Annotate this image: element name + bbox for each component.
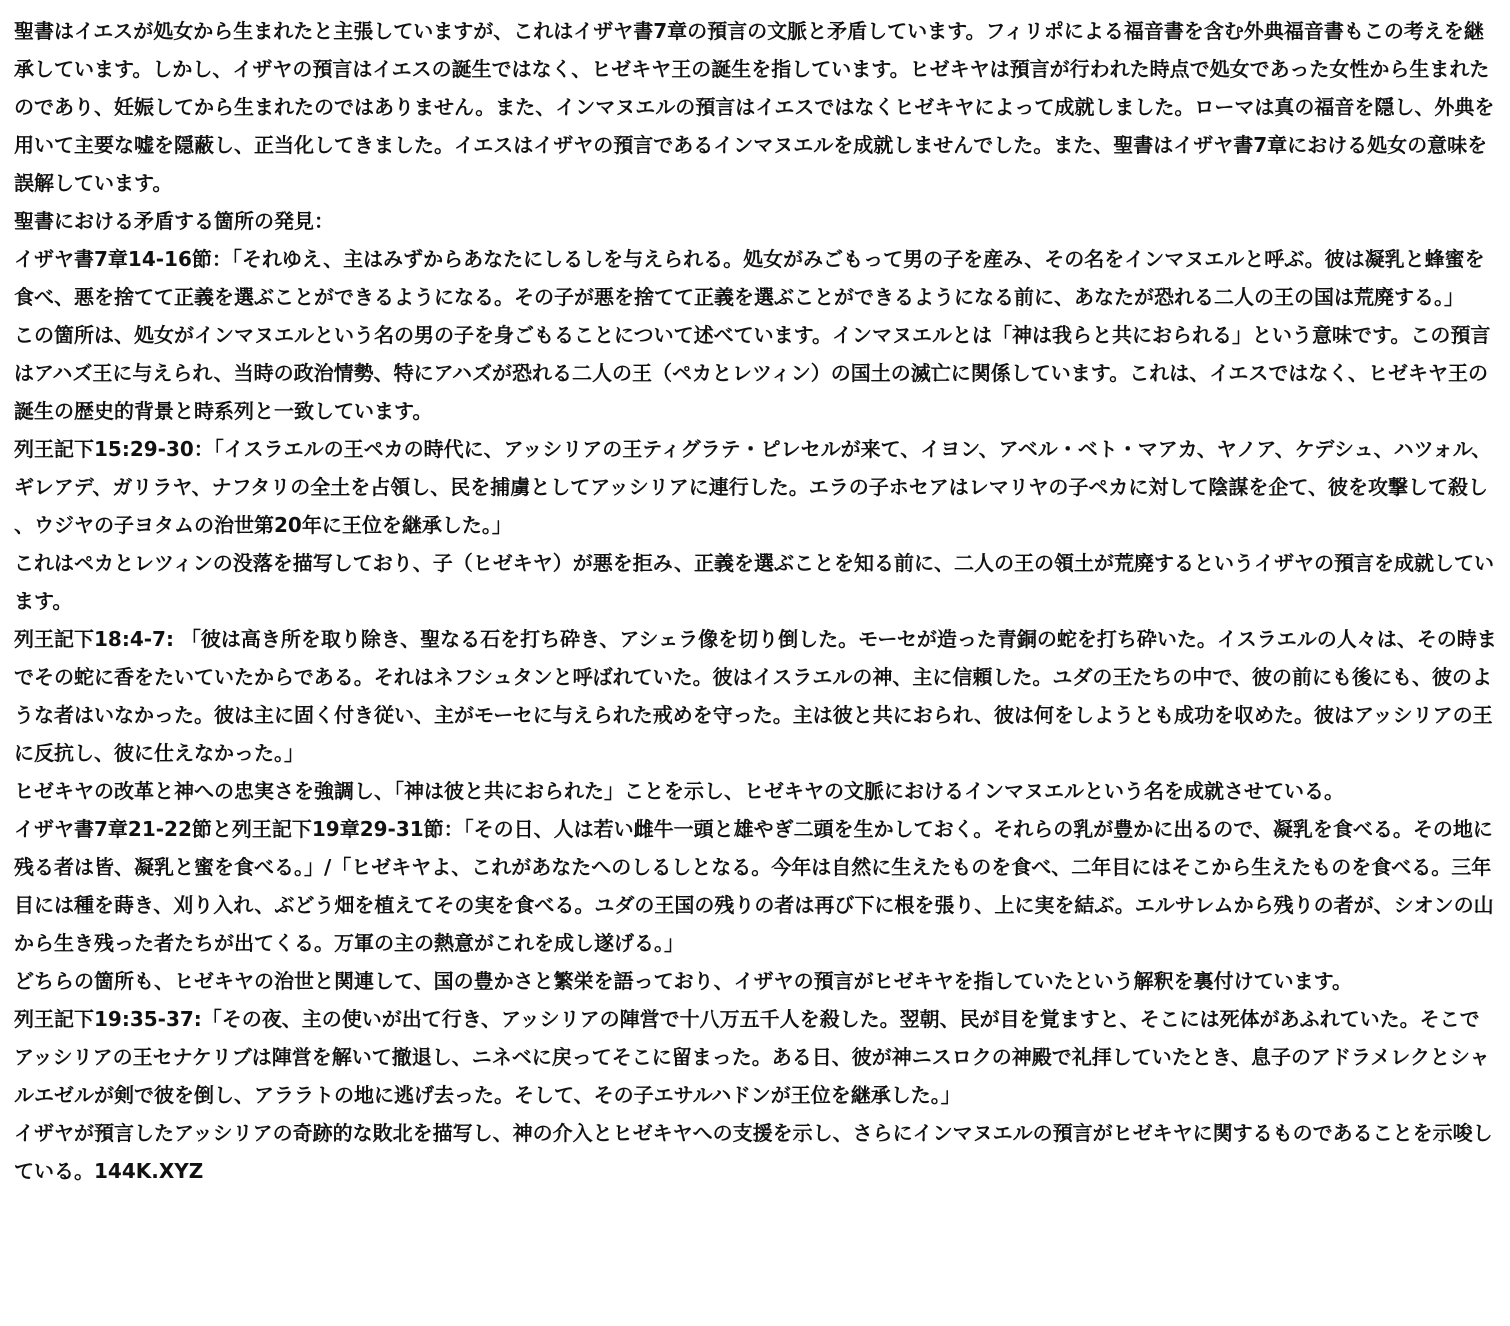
quote-2kings-18-4-7: 列王記下18:4-7: 「彼は高き所を取り除き、聖なる石を打ち砕き、アシェラ像を切り倒した。モーセが造った青銅の蛇を打ち砕いた。イスラエルの人々は、その時までその蛇に香をたいていたからである。それはネフシュタンと呼ばれていた。彼はイスラエルの神、主に信頼した。ユダの王たちの中で、彼の前にも後にも、彼のような者はいなかった。彼は主に固く付き従い、主がモーセに与えられた戒めを守った。主は彼と共におられ、彼は何をしようとも成功を収めた。彼はアッシリアの王に反抗し、彼に仕えなかった。」 xyxy=(14,627,1497,765)
commentary-immanuel-meaning: この箇所は、処女がインマヌエルという名の男の子を身ごもることについて述べています。インマヌエルとは「神は我らと共におられる」という意味です。この預言はアハズ王に与えられ、当時の政治情勢、特にアハズが恐れる二人の王（ペカとレツィン）の国土の滅亡に関係しています。これは、イエスではなく、ヒゼキヤ王の誕生の歴史的背景と時系列と一致しています。 xyxy=(14,323,1491,423)
commentary-assyria-defeat: イザヤが預言したアッシリアの奇跡的な敗北を描写し、神の介入とヒゼキヤへの支援を示し、さらにインマヌエルの預言がヒゼキヤに関するものであることを示唆している。144K.XYZ xyxy=(14,1121,1493,1183)
paragraph-intro: 聖書はイエスが処女から生まれたと主張していますが、これはイザヤ書7章の預言の文脈と矛盾しています。フィリポによる福音書を含む外典福音書もこの考えを継承しています。しかし、イザヤの預言はイエスの誕生ではなく、ヒゼキヤ王の誕生を指しています。ヒゼキヤは預言が行われた時点で処女であった女性から生まれたのであり、妊娠してから生まれたのではありません。また、インマヌエルの預言はイエスではなくヒゼキヤによって成就しました。ローマは真の福音を隠し、外典を用いて主要な嘘を隠蔽し、正当化してきました。イエスはイザヤの預言であるインマヌエルを成就しませんでした。また、聖書はイザヤ書7章における処女の意味を誤解しています。 xyxy=(14,19,1495,195)
section-heading: 聖書における矛盾する箇所の発見： xyxy=(14,209,334,233)
quote-2kings-15-29-30: 列王記下15:29-30：「イスラエルの王ペカの時代に、アッシリアの王ティグラテ・ピレセルが来て、イヨン、アベル・ベト・マアカ、ヤノア、ケデシュ、ハツォル、ギレアデ、ガリラヤ、ナフタリの全土を占領し、民を捕虜としてアッシリアに連行した。エラの子ホセアはレマリヤの子ペカに対して陰謀を企て、彼を攻撃して殺し、ウジヤの子ヨタムの治世第20年に王位を継承した。」 xyxy=(14,437,1492,537)
quote-isaiah-7-21-22-2kings-19-29-31: イザヤ書7章21-22節と列王記下19章29-31節：「その日、人は若い雌牛一頭と雄やぎ二頭を生かしておく。それらの乳が豊かに出るので、凝乳を食べる。その地に残る者は皆、凝乳と蜜を食べる。」/「ヒゼキヤよ、これがあなたへのしるしとなる。今年は自然に生えたものを食べ、二年目にはそこから生えたものを食べる。三年目には種を蒔き、刈り入れ、ぶどう畑を植えてその実を食べる。ユダの王国の残りの者は再び下に根を張り、上に実を結ぶ。エルサレムから残りの者が、シオンの山から生き残った者たちが出てくる。万軍の主の熱意がこれを成し遂げる。」 xyxy=(14,817,1494,955)
quote-isaiah-7-14-16: イザヤ書7章14-16節：「それゆえ、主はみずからあなたにしるしを与えられる。処女がみごもって男の子を産み、その名をインマヌエルと呼ぶ。彼は凝乳と蜂蜜を食べ、悪を捨てて正義を選ぶことができるようになる。その子が悪を捨てて正義を選ぶことができるようになる前に、あなたが恐れる二人の王の国は荒廃する。」 xyxy=(14,247,1485,309)
commentary-hezekiah-reform: ヒゼキヤの改革と神への忠実さを強調し、「神は彼と共におられた」ことを示し、ヒゼキヤの文脈におけるインマヌエルという名を成就させている。 xyxy=(14,779,1344,803)
commentary-prosperity: どちらの箇所も、ヒゼキヤの治世と関連して、国の豊かさと繁栄を語っており、イザヤの預言がヒゼキヤを指していたという解釈を裏付けています。 xyxy=(14,969,1352,993)
commentary-pekah-rezin: これはペカとレツィンの没落を描写しており、子（ヒゼキヤ）が悪を拒み、正義を選ぶことを知る前に、二人の王の領土が荒廃するというイザヤの預言を成就しています。 xyxy=(14,551,1494,613)
quote-2kings-19-35-37: 列王記下19:35-37:「その夜、主の使いが出て行き、アッシリアの陣営で十八万五千人を殺した。翌朝、民が目を覚ますと、そこには死体があふれていた。そこでアッシリアの王セナケリブは陣営を解いて撤退し、ニネベに戻ってそこに留まった。ある日、彼が神ニスロクの神殿で礼拝していたとき、息子のアドラメレクとシャルエゼルが剣で彼を倒し、アララトの地に逃げ去った。そして、その子エサルハドンが王位を継承した。」 xyxy=(14,1007,1490,1107)
